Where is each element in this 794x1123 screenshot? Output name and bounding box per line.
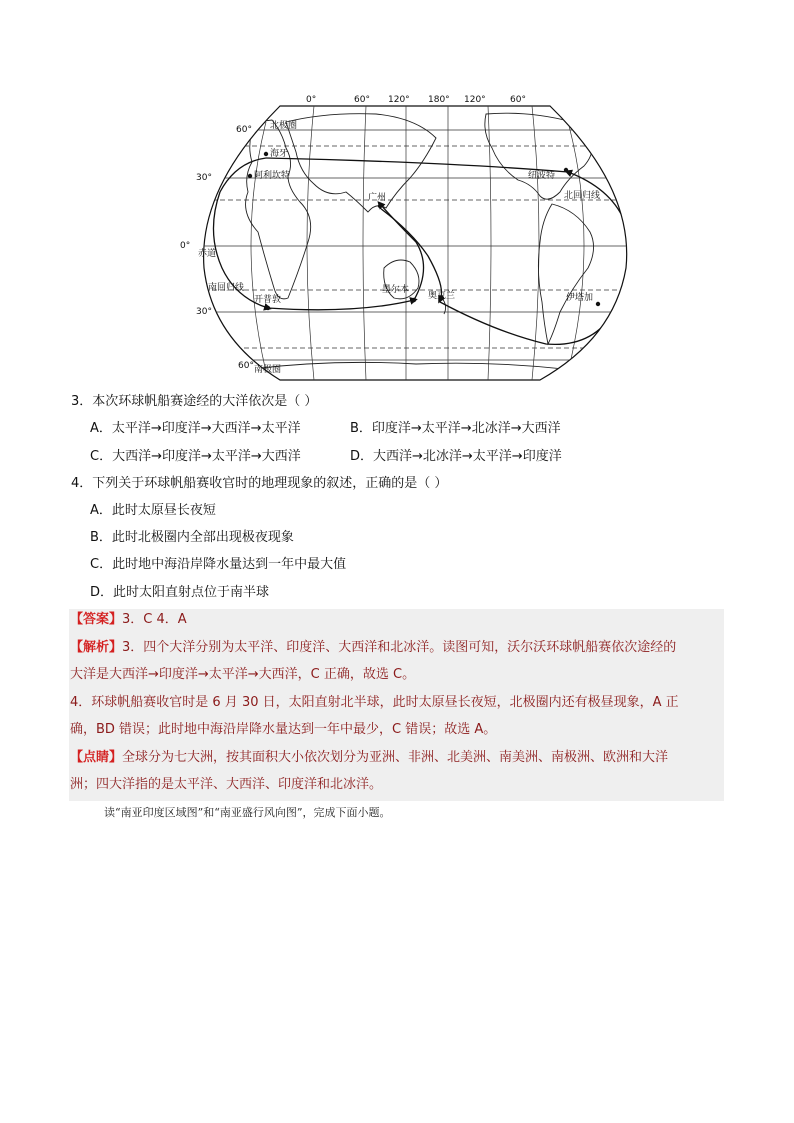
lon-label: 60° bbox=[510, 95, 526, 105]
lon-label: 120° bbox=[464, 95, 486, 105]
city-label: 墨尔本 bbox=[382, 285, 410, 295]
q4-option-c[interactable]: C．此时地中海沿岸降水量达到一年中最大值 bbox=[90, 557, 347, 572]
analysis-line-1 bbox=[70, 638, 676, 658]
q4-option-a[interactable]: A．此时太原昼长夜短 bbox=[90, 503, 216, 518]
map-frame bbox=[204, 106, 627, 380]
next-question-intro: 读“南亚印度区域图”和“南亚盛行风向图”，完成下面小题。 bbox=[104, 806, 391, 819]
answer-tag: 【答案】 bbox=[70, 612, 123, 627]
lat-label: 30° bbox=[196, 173, 212, 183]
analysis-line-4: 确，BD 错误；此时地中海沿岸降水量达到一年中最少，C 错误；故选 A。 bbox=[70, 722, 497, 737]
lat-label: 60° bbox=[238, 361, 254, 371]
antarctic-label: 南极圈 bbox=[254, 365, 282, 375]
q3-option-d[interactable]: D．大西洋→北冰洋→太平洋→印度洋 bbox=[350, 449, 562, 464]
answer-line bbox=[70, 610, 187, 630]
city-label: 开普敦 bbox=[254, 295, 282, 305]
q3-stem: 3．本次环球帆船赛途经的大洋依次是（ ） bbox=[71, 394, 318, 409]
tropic-south-label: 南回归线 bbox=[208, 283, 245, 293]
tropic-north-label: 北回归线 bbox=[564, 191, 601, 201]
tip-tag: 【点睛】 bbox=[70, 750, 123, 765]
world-route-map bbox=[180, 92, 634, 384]
lat-label: 0° bbox=[180, 241, 191, 251]
city-label: 阿利坎特 bbox=[254, 171, 291, 181]
analysis-tag: 【解析】 bbox=[70, 640, 123, 655]
lon-label: 0° bbox=[306, 95, 317, 105]
city-label: 伊塔加 bbox=[566, 293, 594, 303]
lon-labels bbox=[306, 95, 526, 105]
q4-option-d[interactable]: D．此时太阳直射点位于南半球 bbox=[90, 585, 270, 600]
q3-option-a[interactable]: A．太平洋→印度洋→大西洋→太平洋 bbox=[90, 421, 301, 436]
lon-label: 120° bbox=[388, 95, 410, 105]
lon-label: 180° bbox=[428, 95, 450, 105]
tip-text-1: 全球分为七大洲，按其面积大小依次划分为亚洲、非洲、北美洲、南美洲、南极洲、欧洲和大洋 bbox=[122, 750, 669, 765]
analysis-line-2: 大洋是大西洋→印度洋→太平洋→大西洋，C 正确，故选 C。 bbox=[70, 667, 416, 682]
answer-text: 3．C 4．A bbox=[122, 612, 187, 627]
q3-option-c[interactable]: C．大西洋→印度洋→太平洋→大西洋 bbox=[90, 449, 301, 464]
q3-option-b[interactable]: B．印度洋→太平洋→北冰洋→大西洋 bbox=[350, 421, 561, 436]
lat-label: 60° bbox=[236, 125, 252, 135]
tip-line-1 bbox=[70, 748, 668, 768]
q4-option-b[interactable]: B．此时北极圈内全部出现极夜现象 bbox=[90, 530, 294, 545]
analysis-text-1: 3．四个大洋分别为太平洋、印度洋、大西洋和北冰洋。读图可知，沃尔沃环球帆船赛依次途经的 bbox=[122, 640, 677, 655]
city-label: 广州 bbox=[368, 193, 387, 203]
equator-label: 赤道 bbox=[198, 249, 217, 259]
tip-line-2: 洲；四大洋指的是太平洋、大西洋、印度洋和北冰洋。 bbox=[70, 777, 383, 792]
city-label: 海牙 bbox=[270, 149, 289, 159]
city-label: 纽波特 bbox=[528, 171, 556, 181]
city-label: 奥克兰 bbox=[428, 291, 456, 301]
lon-label: 60° bbox=[354, 95, 370, 105]
analysis-line-3: 4．环球帆船赛收官时是 6 月 30 日，太阳直射北半球，此时太原昼长夜短，北极圈内还有极昼现象，A 正 bbox=[70, 695, 679, 710]
q4-stem: 4．下列关于环球帆船赛收官时的地理现象的叙述，正确的是（ ） bbox=[71, 476, 448, 491]
arctic-label: 北极圈 bbox=[270, 121, 298, 131]
lat-label: 30° bbox=[196, 307, 212, 317]
